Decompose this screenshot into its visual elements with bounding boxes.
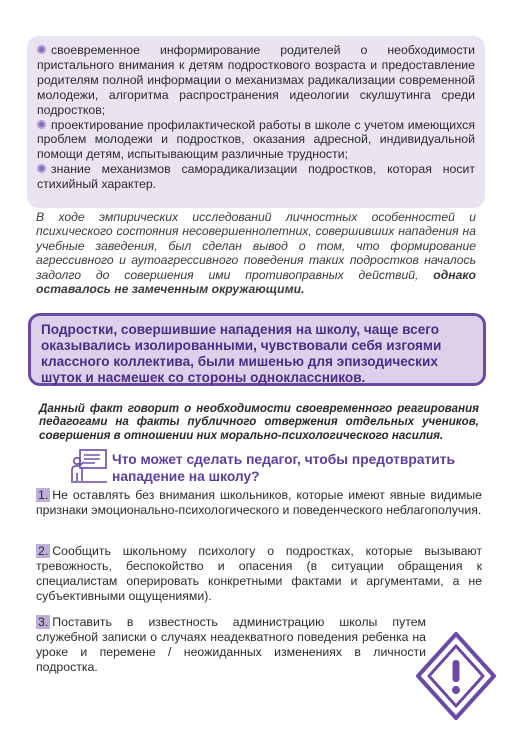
bullet-list-box	[27, 36, 485, 208]
exclamation-diamond-icon	[414, 630, 498, 722]
research-paragraph	[36, 210, 476, 296]
list-item	[37, 118, 475, 163]
bullet-text: знание механизмов саморадикализации подростков, которая носит стихийный характер.	[37, 162, 475, 192]
teacher-at-board-icon	[70, 447, 108, 485]
bullet-dot-icon	[37, 164, 46, 173]
step-item	[36, 544, 482, 604]
bullet-text: проектирование профилактической работы в школе с учетом имеющихся проблем молодежи и подростков, оказания адресной, индивидуальной помощи детям, испытывающим различные трудности;	[37, 117, 475, 162]
bullet-dot-icon	[37, 45, 46, 54]
step-text: Сообщить школьному психологу о подростках, которые вызывают тревожность, беспокойство и опасения (в ситуации обращения к специалистам оперировать конкретными фактами и аргументами, а не субъективными ощущениями).	[36, 544, 482, 603]
list-item	[37, 43, 475, 118]
bullet-dot-icon	[37, 120, 46, 129]
research-text: В ходе эмпирических исследований личностных особенностей и психического состояния несовершеннолетних, совершивших нападения на учебные заведения, был сделан вывод о том, что формирование агрессивного и аутоагрессивного поведения таких подростков началось задолго до совершения ими противоправных действий,	[36, 210, 476, 282]
step-item	[36, 615, 426, 675]
bullet-text: своевременное информирование родителей о необходимости пристального внимания к детям подросткового возраста и предоставление родителям полной информации о механизмах радикализации современной молодежи, алгоритма распространения идеологии скулшутинга среди подростков;	[37, 43, 475, 117]
question-heading: Что может сделать педагог, чтобы предотвратить нападение на школу?	[112, 452, 455, 484]
fact-paragraph: Данный факт говорит о необходимости своевременного реагирования педагогами на факты публичного отвержения отдельных учеников, совершения в отношении них морально-психологического насилия.	[39, 402, 479, 442]
highlight-callout: Подростки, совершившие нападения на школу, чаще всего оказывались изолированными, чувствовали себя изгоями классного коллектива, были мишенью для эпизодических шуток и насмешек со стороны одноклассников.	[28, 313, 486, 386]
list-item	[37, 162, 475, 192]
step-number: 2.	[38, 544, 49, 558]
step-text: Поставить в известность администрацию школы путем служебной записки о случаях неадекватного поведения ребенка на уроке и перемене / неожиданных изменениях в личности подростка.	[36, 615, 426, 674]
step-number: 1.	[38, 488, 49, 502]
step-item	[36, 488, 482, 518]
research-bold-tail: однако оставалось не замеченным окружающими.	[36, 267, 476, 297]
step-number: 3.	[38, 615, 49, 629]
step-text: Не оставлять без внимания школьников, которые имеют явные видимые признаки эмоционально-психологического и поведенческого неблагополучия.	[36, 488, 482, 517]
